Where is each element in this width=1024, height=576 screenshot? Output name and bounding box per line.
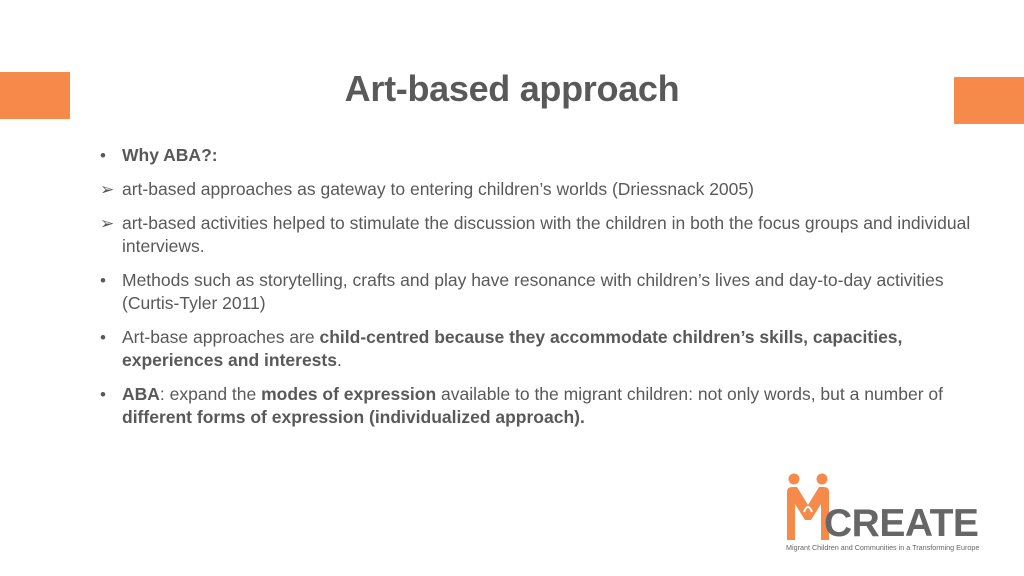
bullet-text: Why ABA?:	[122, 145, 218, 165]
bullet-item-aba-expand	[100, 383, 980, 429]
bullet-item-methods	[100, 269, 980, 315]
bullet-marker: •	[100, 328, 106, 347]
bullet-list	[100, 144, 980, 440]
bullet-text-bold: child-centred because they accommodate children’s skills, capacities, experiences and interests	[122, 327, 903, 370]
bullet-text-bold: ABA	[122, 384, 160, 404]
bullet-item-gateway	[100, 178, 980, 201]
bullet-item-stimulate	[100, 212, 980, 258]
bullet-text: Art-base approaches are	[122, 327, 320, 347]
micreate-logo	[784, 472, 994, 558]
bullet-marker: •	[100, 146, 106, 165]
bullet-item-why-aba	[100, 144, 980, 167]
bullet-marker: •	[100, 271, 106, 290]
bullet-text: .	[336, 350, 342, 370]
logo-wordmark: CREATE	[824, 502, 979, 545]
slide-title: Art-based approach	[344, 68, 680, 109]
bullet-text: Methods such as storytelling, crafts and play have resonance with children’s lives and day-to-day activities (Curtis-Tyler 2011)	[122, 270, 944, 313]
arrow-bullet-icon: ➢	[100, 214, 115, 233]
bullet-text-bold: modes of expression	[261, 384, 437, 404]
bullet-text: art-based activities helped to stimulate the discussion with the children in both the focus groups and individual interviews.	[122, 213, 971, 256]
bullet-item-child-centred	[100, 326, 980, 372]
arrow-bullet-icon: ➢	[100, 180, 115, 199]
bullet-text: art-based approaches as gateway to entering children’s worlds (Driessnack 2005)	[122, 179, 754, 199]
bullet-text-bold: different forms of expression (individualized approach).	[122, 407, 585, 427]
bullet-marker: •	[100, 385, 106, 404]
bullet-text: available to the migrant children: not only words, but a number of	[436, 384, 943, 404]
logo-tagline: Migrant Children and Communities in a Transforming Europe	[786, 543, 980, 552]
bullet-text: : expand the	[159, 384, 262, 404]
